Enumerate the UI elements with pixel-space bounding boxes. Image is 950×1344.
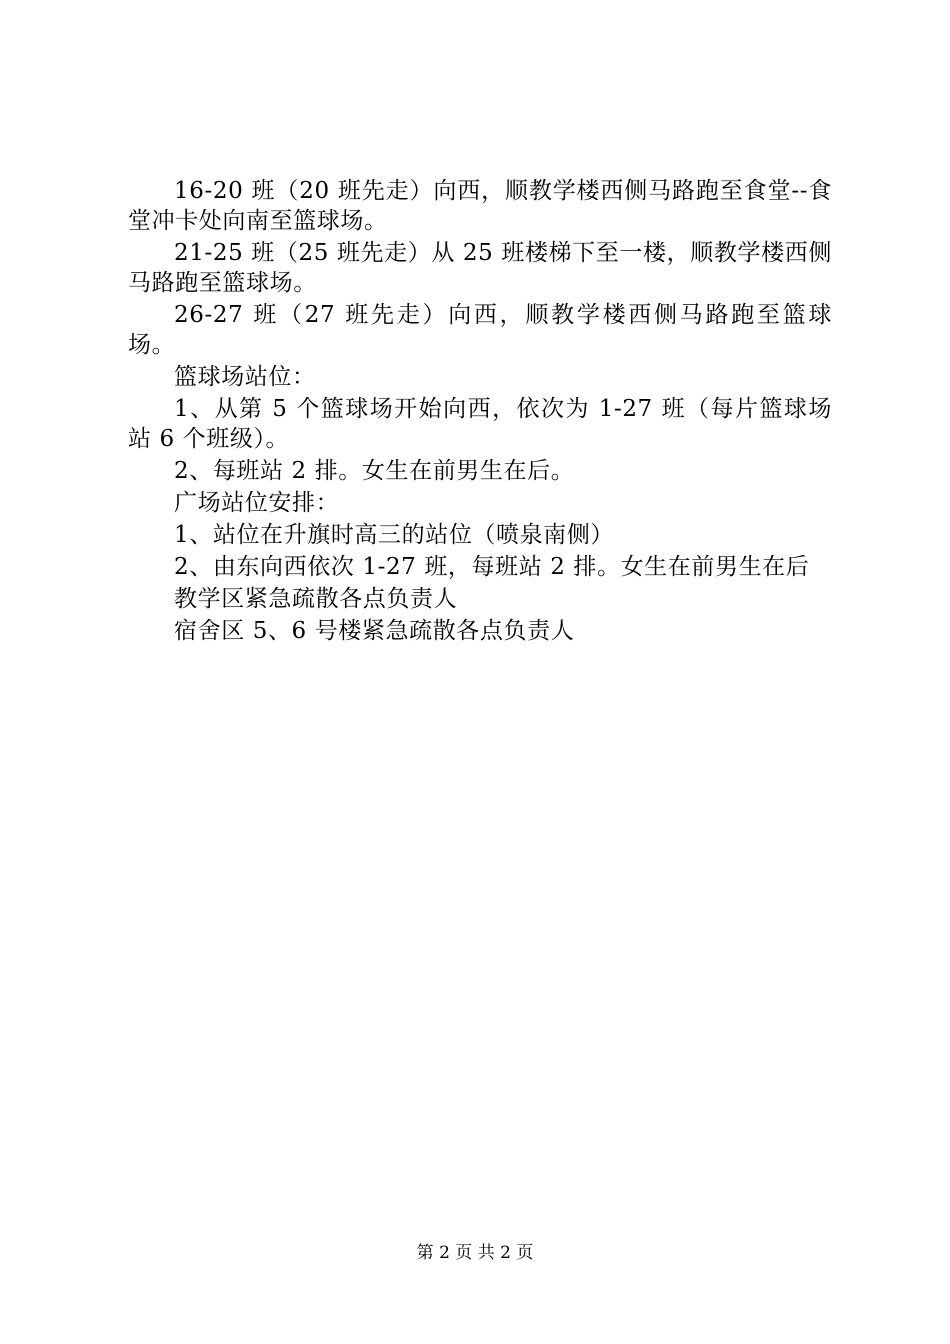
paragraph-dormitory-leaders: 宿舍区 5、6 号楼紧急疏散各点负责人 xyxy=(174,618,575,644)
paragraph-route-21-25: 21-25 班（25 班先走）从 25 班楼梯下至一楼，顺教学楼西侧马路跑至篮球场。 xyxy=(128,240,832,296)
document-body xyxy=(128,176,832,646)
paragraph-square-position-1: 1、站位在升旗时高三的站位（喷泉南侧） xyxy=(174,522,615,548)
heading-basketball-court-positions: 篮球场站位： xyxy=(174,364,316,390)
paragraph-route-16-20: 16-20 班（20 班先走）向西，顺教学楼西侧马路跑至食堂--食堂冲卡处向南至篮球场。 xyxy=(128,178,832,234)
page-footer: 第 2 页 共 2 页 xyxy=(416,1243,534,1263)
paragraph-route-26-27: 26-27 班（27 班先走）向西，顺教学楼西侧马路跑至篮球场。 xyxy=(128,302,832,358)
paragraph-square-position-2: 2、由东向西依次 1-27 班，每班站 2 排。女生在前男生在后 xyxy=(174,554,810,580)
heading-square-positions: 广场站位安排： xyxy=(174,490,340,516)
paragraph-court-position-1: 1、从第 5 个篮球场开始向西，依次为 1-27 班（每片篮球场站 6 个班级）。 xyxy=(128,396,832,452)
paragraph-teaching-area-leaders: 教学区紧急疏散各点负责人 xyxy=(174,586,458,612)
paragraph-court-position-2: 2、每班站 2 排。女生在前男生在后。 xyxy=(174,458,575,484)
